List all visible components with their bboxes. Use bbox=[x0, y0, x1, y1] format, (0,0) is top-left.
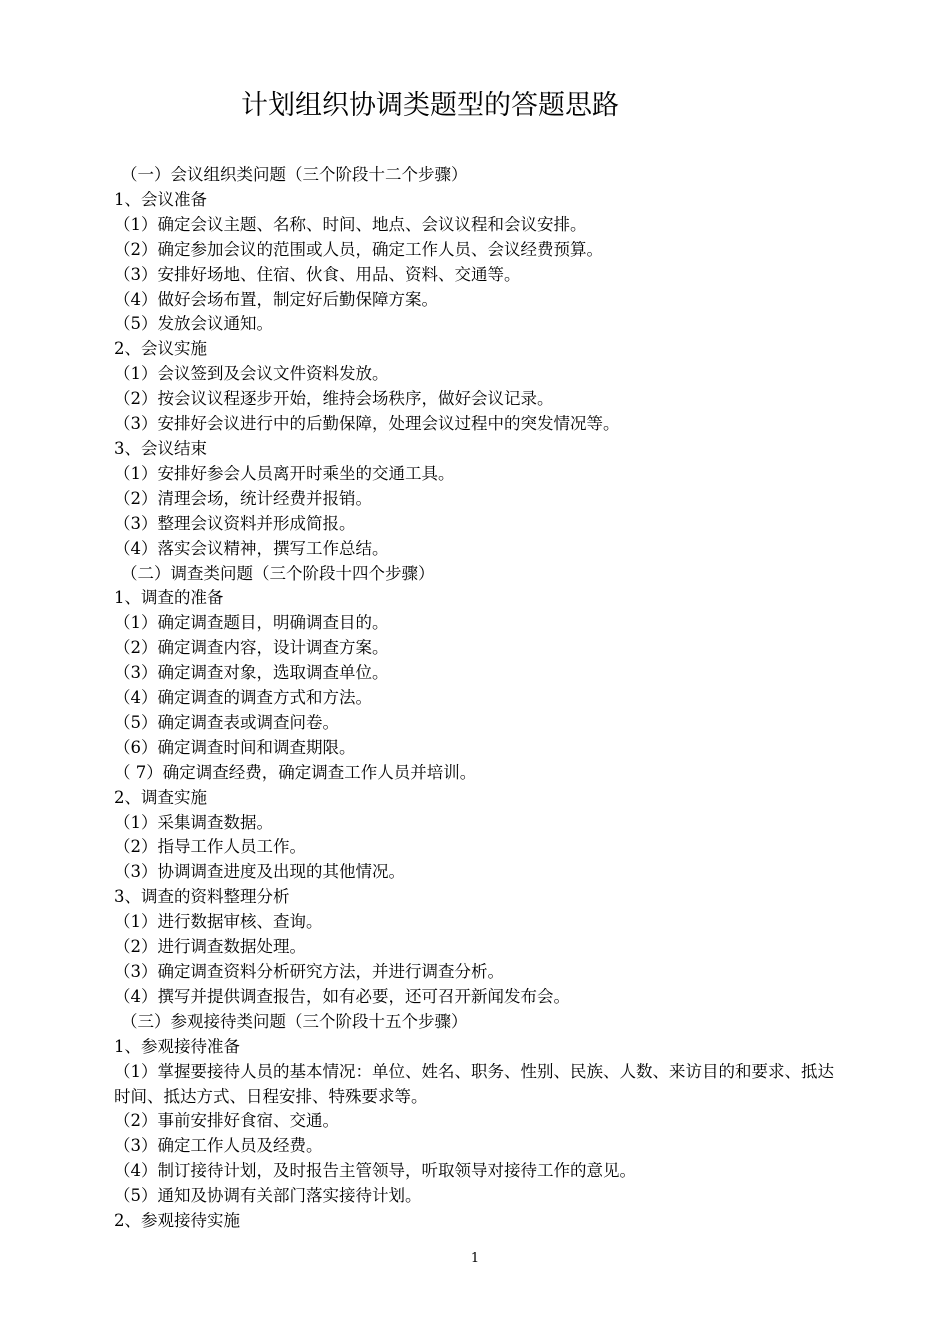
section-heading: （一）会议组织类问题（三个阶段十二个步骤） bbox=[121, 165, 468, 184]
text-block-before bbox=[114, 163, 844, 1060]
text-block-after bbox=[114, 1109, 844, 1234]
text-line: （4）撰写并提供调查报告，如有必要，还可召开新闻发布会。 bbox=[114, 986, 570, 1006]
text-line: （6）确定调查时间和调查期限。 bbox=[114, 737, 356, 757]
wrapped-paragraph: （1）掌握要接待人员的基本情况：单位、姓名、职务、性别、民族、人数、来访目的和要求、抵达时间、抵达方式、日程安排、特殊要求等。 bbox=[114, 1061, 834, 1106]
text-line: （5）通知及协调有关部门落实接待计划。 bbox=[114, 1186, 422, 1206]
text-line: （1）采集调查数据。 bbox=[114, 812, 273, 832]
section-heading: （三）参观接待类问题（三个阶段十五个步骤） bbox=[121, 1011, 468, 1031]
text-line: （2）事前安排好食宿、交通。 bbox=[114, 1111, 339, 1131]
text-line: （4）确定调查的调查方式和方法。 bbox=[114, 688, 372, 708]
text-line: （2）按会议议程逐步开始，维持会场秩序，做好会议记录。 bbox=[114, 389, 554, 409]
text-line: （2）确定调查内容，设计调查方案。 bbox=[114, 638, 389, 658]
text-line: （5）发放会议通知。 bbox=[114, 314, 273, 334]
text-line: （3）协调调查进度及出现的其他情况。 bbox=[114, 862, 405, 882]
text-line: 2、调查实施 bbox=[114, 787, 207, 807]
text-line: 2、会议实施 bbox=[114, 339, 207, 359]
text-line: （3）确定调查对象，选取调查单位。 bbox=[114, 663, 389, 683]
text-line: （1）确定调查题目，明确调查目的。 bbox=[114, 613, 389, 633]
section-heading: （二）调查类问题（三个阶段十四个步骤） bbox=[121, 563, 435, 583]
text-line: 1、参观接待准备 bbox=[114, 1036, 240, 1056]
text-line: （4）做好会场布置，制定好后勤保障方案。 bbox=[114, 289, 438, 309]
text-line: （3）安排好会议进行中的后勤保障，处理会议过程中的突发情况等。 bbox=[114, 414, 620, 434]
text-line: （5）确定调查表或调查问卷。 bbox=[114, 712, 339, 732]
text-line: （2）清理会场，统计经费并报销。 bbox=[114, 488, 372, 508]
text-line: （3）安排好场地、住宿、伙食、用品、资料、交通等。 bbox=[114, 264, 521, 284]
text-line: （2）指导工作人员工作。 bbox=[114, 837, 306, 857]
page-number: 1 bbox=[470, 1251, 480, 1266]
text-line: 1、调查的准备 bbox=[114, 588, 224, 608]
text-line: （1）会议签到及会议文件资料发放。 bbox=[114, 364, 389, 384]
text-line: 2、参观接待实施 bbox=[114, 1211, 240, 1231]
text-line: 3、调查的资料整理分析 bbox=[114, 887, 290, 907]
text-line: （ 7）确定调查经费，确定调查工作人员并培训。 bbox=[114, 762, 477, 782]
document-title: 计划组织协调类题型的答题思路 bbox=[241, 90, 619, 121]
text-line: （3）整理会议资料并形成简报。 bbox=[114, 513, 356, 533]
text-line: （4）落实会议精神，撰写工作总结。 bbox=[114, 538, 389, 558]
text-line: 1、会议准备 bbox=[114, 189, 207, 209]
text-line: （3）确定调查资料分析研究方法，并进行调查分析。 bbox=[114, 962, 504, 981]
text-line: 3、会议结束 bbox=[114, 438, 207, 458]
document-body bbox=[114, 163, 844, 1234]
text-line: （2）进行调查数据处理。 bbox=[114, 937, 306, 957]
text-line: （1）确定会议主题、名称、时间、地点、会议议程和会议安排。 bbox=[114, 214, 587, 234]
text-line: （4）制订接待计划，及时报告主管领导，听取领导对接待工作的意见。 bbox=[114, 1161, 636, 1181]
text-line: （1）安排好参会人员离开时乘坐的交通工具。 bbox=[114, 463, 455, 483]
text-line: （2）确定参加会议的范围或人员，确定工作人员、会议经费预算。 bbox=[114, 239, 603, 259]
text-line: （1）进行数据审核、查询。 bbox=[114, 912, 323, 932]
text-line: （3）确定工作人员及经费。 bbox=[114, 1136, 323, 1156]
